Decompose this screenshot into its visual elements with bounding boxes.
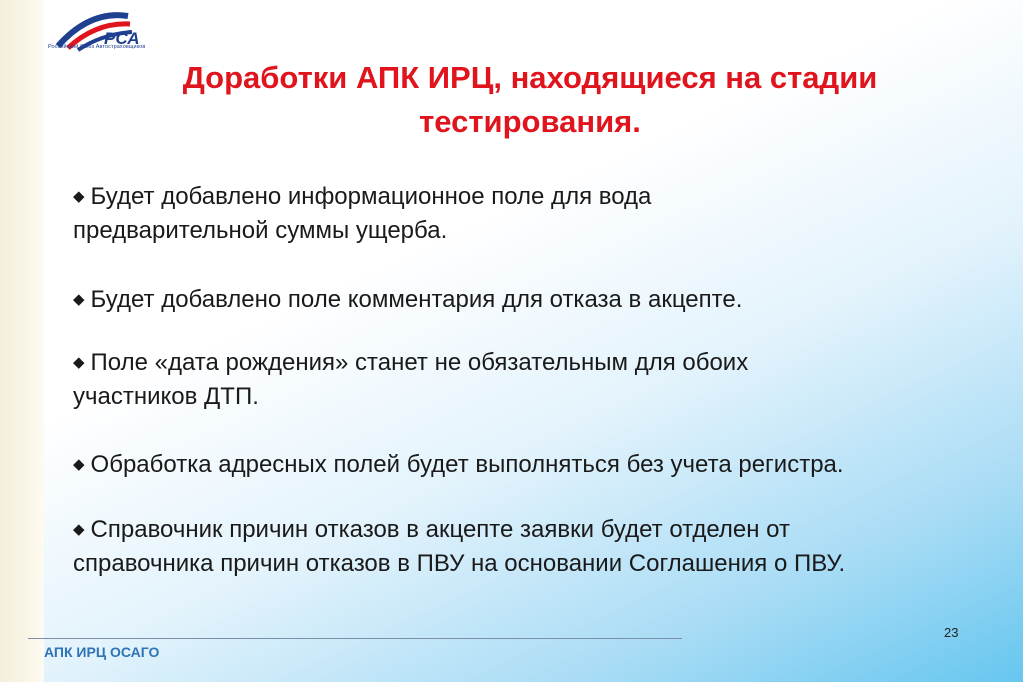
diamond-bullet-icon: ◆ [73,354,85,371]
bullet-line: справочника причин отказов в ПВУ на основании Соглашения о ПВУ. [73,550,846,577]
bullet-line: ◆ Будет добавлено поле комментария для отказа в акцепте. [73,286,743,313]
diamond-bullet-icon: ◆ [73,456,85,473]
rsa-logo [50,6,190,60]
bullet-line: ◆ Обработка адресных полей будет выполняться без учета регистра. [73,451,844,478]
diamond-bullet-icon: ◆ [73,291,85,308]
bullet-line: ◆ Будет добавлено информационное поле для вода [73,183,652,210]
logo-caption: Российский Союз Автостраховщиков [48,44,146,50]
bullet-item-3 [73,346,748,414]
footer-label: АПК ИРЦ ОСАГО [44,644,160,660]
slide-title [60,56,1000,144]
bullet-line: ◆ Поле «дата рождения» станет не обязательным для обоих [73,349,749,376]
title-line-1: Доработки АПК ИРЦ, находящиеся на стадии [182,60,878,95]
diamond-bullet-icon: ◆ [73,521,85,538]
bullet-item-4 [73,448,844,482]
bullet-item-5 [73,513,845,581]
diamond-bullet-icon: ◆ [73,188,85,205]
bullet-line: участников ДТП. [73,383,259,410]
bullet-item-2 [73,283,742,317]
logo-wordmark: РСА [104,29,140,48]
bullet-line: ◆ Справочник причин отказов в акцепте заявки будет отделен от [73,516,790,543]
footer-divider [28,638,682,639]
title-line-2: тестирования. [419,104,641,139]
left-decorative-band [0,0,44,682]
bullet-line: предварительной суммы ущерба. [73,217,448,244]
bullet-item-1 [73,180,651,248]
page-number: 23 [944,625,959,640]
